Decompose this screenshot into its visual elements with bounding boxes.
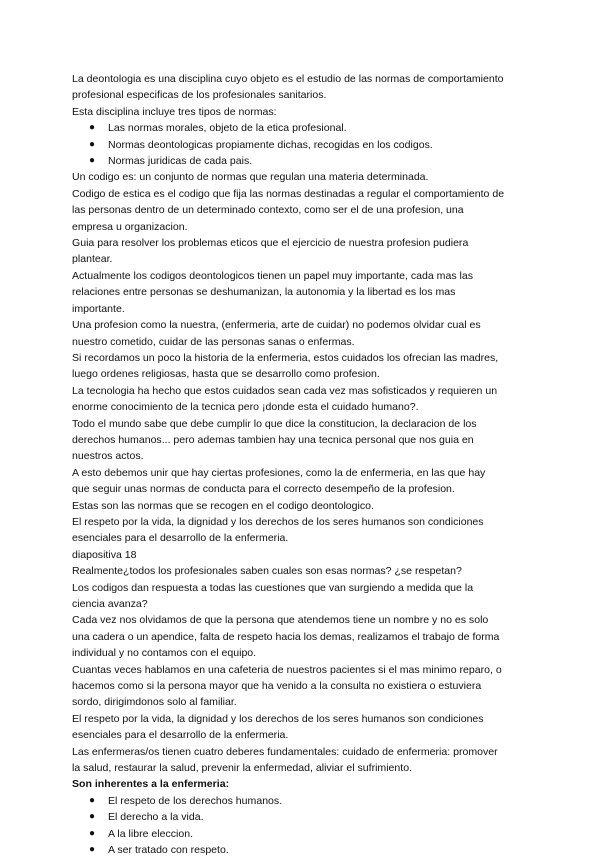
bullet-icon: ● <box>89 827 96 839</box>
bullet-icon: ● <box>89 844 96 856</box>
list-item <box>72 137 540 153</box>
text-line: individual y no contamos con el equipo. <box>72 647 257 660</box>
text-line: importante. <box>72 302 125 315</box>
list-item-text: Normas juridicas de cada pais. <box>108 155 253 168</box>
text-line: hacemos como si la persona mayor que ha venido a la consulta no existiera o estuviera <box>72 680 482 693</box>
text-line: ciencia avanza? <box>72 598 148 610</box>
list-item <box>72 793 540 809</box>
text-line: Guia para resolver los problemas eticos que el ejercicio de nuestra profesion pudiera <box>72 237 469 250</box>
text-line: A esto debemos unir que hay ciertas profesiones, como la de enfermeria, en las que hay <box>72 466 486 479</box>
text-line: nuestros actos. <box>72 450 144 463</box>
list-item-text: A la libre eleccion. <box>108 827 194 840</box>
text-line: derechos humanos... pero ademas tambien hay una tecnica personal que nos guia en <box>72 433 474 446</box>
text-line: La tecnologia ha hecho que estos cuidados sean cada vez mas sofisticados y requieren un <box>72 384 498 397</box>
text-line: El respeto por la vida, la dignidad y los derechos de los seres humanos son condiciones <box>72 515 484 528</box>
list-item-text: El respeto de los derechos humanos. <box>108 794 283 807</box>
list-item-text: A ser tratado con respeto. <box>108 844 229 857</box>
text-line: Todo el mundo sabe que debe cumplir lo que dice la constitucion, la declaracion de los <box>72 417 477 430</box>
text-line: Esta disciplina incluye tres tipos de normas: <box>72 105 277 118</box>
text-line: Realmente¿todos los profesionales saben cuales son esas normas? ¿se respetan? <box>72 565 462 578</box>
text-line: enorme conocimiento de la tecnica pero ¡donde esta el cuidado humano?. <box>72 401 419 414</box>
text-line: La deontologia es una disciplina cuyo objeto es el estudio de las normas de comportamiento <box>72 73 504 85</box>
list-item <box>72 842 540 858</box>
text-line: Cuantas veces hablamos en una cafeteria de nuestros pacientes si el mas minimo reparo, o <box>72 663 502 676</box>
text-line: las personas dentro de un determinado contexto, como ser el de una profesion, una <box>72 204 464 217</box>
text-line: relaciones entre personas se deshumanizan, la autonomia y la libertad es los mas <box>72 286 456 299</box>
bullet-icon: ● <box>89 138 96 150</box>
list-item-text: Las normas morales, objeto de la etica profesional. <box>108 122 347 135</box>
text-line: Cada vez nos olvidamos de que la persona que atendemos tiene un nombre y no es solo <box>72 614 489 627</box>
list-item <box>72 826 540 842</box>
text-line: esenciales para el desarrollo de la enfermeria. <box>72 532 289 545</box>
text-line: profesional especificas de los profesionales sanitarios. <box>72 89 327 102</box>
text-line: la salud, restaurar la salud, prevenir la enfermedad, aliviar el sufrimiento. <box>72 762 413 775</box>
text-line: una cadera o un apendice, falta de respeto hacia los demas, realizamos el trabajo de forma <box>72 630 500 643</box>
bullet-icon: ● <box>89 155 96 167</box>
text-line: nuestro cometido, cuidar de las personas sanas o enfermas. <box>72 335 355 348</box>
text-line: luego ordenes religiosas, hasta que se desarrollo como profesion. <box>72 368 380 381</box>
text-line: Codigo de estica es el codigo que fija las normas destinadas a regular el comportamiento de <box>72 187 505 200</box>
text-line: que seguir unas normas de conducta para el correcto desempeño de la profesion. <box>72 483 455 496</box>
text-line: diapositiva 18 <box>72 548 137 561</box>
list-item <box>72 120 540 136</box>
list-item-text: Normas deontologicas propiamente dichas, recogidas en los codigos. <box>108 138 433 151</box>
rights-list <box>72 793 540 859</box>
text-line: Si recordamos un poco la historia de la enfermeria, estos cuidados los ofrecian las madres, <box>72 351 499 364</box>
text-line: Una profesion como la nuestra, (enfermeria, arte de cuidar) no podemos olvidar cual es <box>72 319 481 332</box>
norm-types-list <box>72 120 540 169</box>
bullet-icon: ● <box>89 794 96 806</box>
text-line: esenciales para el desarrollo de la enfermeria. <box>72 729 289 742</box>
text-line: Los codigos dan respuesta a todas las cuestiones que van surgiendo a medida que la <box>72 581 474 594</box>
text-line: Estas son las normas que se recogen en el codigo deontologico. <box>72 499 374 512</box>
section-heading: Son inherentes a la enfermeria: <box>72 778 230 791</box>
text-line: Un codigo es: un conjunto de normas que regulan una materia determinada. <box>72 171 429 184</box>
bullet-icon: ● <box>89 122 96 134</box>
list-item <box>72 153 540 169</box>
bullet-icon: ● <box>89 811 96 823</box>
text-line: Las enfermeras/os tienen cuatro deberes fundamentales: cuidado de enfermeria: promover <box>72 745 498 758</box>
list-item <box>72 809 540 825</box>
text-line: El respeto por la vida, la dignidad y los derechos de los seres humanos son condiciones <box>72 712 484 725</box>
text-line: plantear. <box>72 253 113 266</box>
text-line: sordo, dirigimdonos solo al familiar. <box>72 696 237 709</box>
list-item-text: El derecho a la vida. <box>108 811 204 824</box>
text-line: Actualmente los codigos deontologicos tienen un papel muy importante, cada mas las <box>72 269 474 282</box>
text-line: empresa u organizacion. <box>72 220 188 233</box>
